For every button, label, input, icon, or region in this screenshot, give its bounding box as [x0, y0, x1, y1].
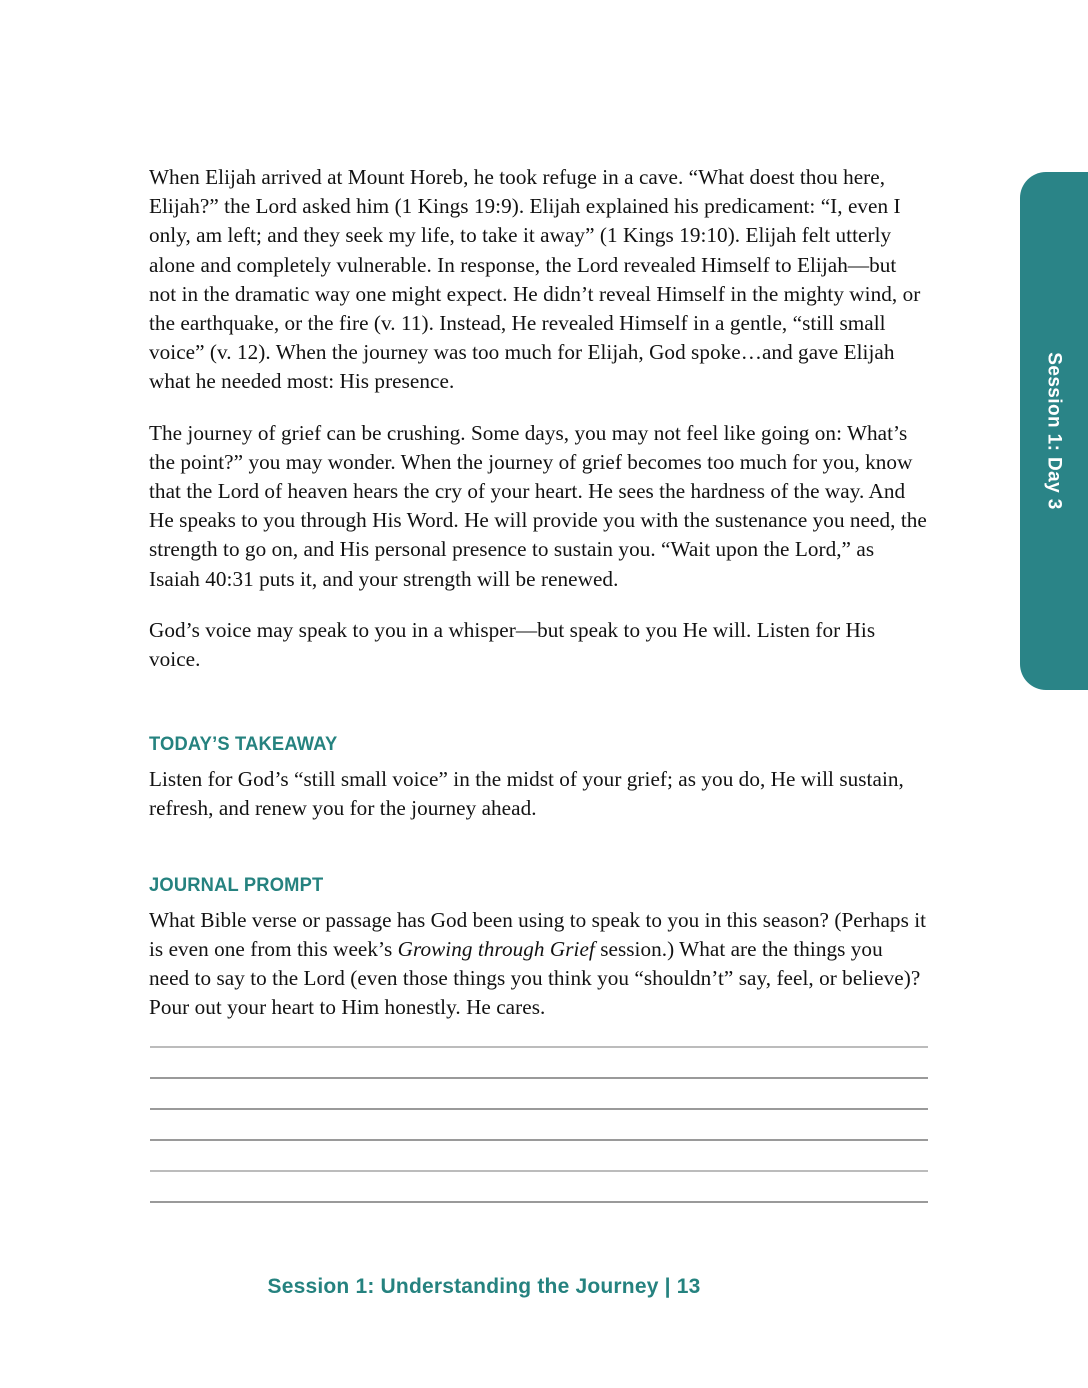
journal-line[interactable]	[150, 1170, 928, 1172]
content-column	[149, 163, 927, 1022]
spacer-before-journal	[149, 846, 927, 874]
journal-line[interactable]	[150, 1077, 928, 1079]
todays-takeaway-heading: TODAY’S TAKEAWAY	[149, 733, 338, 756]
journal-writing-lines[interactable]	[150, 1046, 928, 1232]
footer-session-and-page: Session 1: Understanding the Journey | 13	[267, 1275, 701, 1298]
page-footer	[0, 1275, 1088, 1299]
journal-prompt-text-after-italic: session.) What are the things you need to say to the Lord (even those things you think you “shouldn’t” say, feel, or believe)? Pour out your heart to Him honestly. He cares.	[149, 936, 921, 1020]
journal-prompt-text	[149, 906, 927, 1023]
journal-prompt-heading: JOURNAL PROMPT	[149, 873, 324, 896]
body-paragraph-1: When Elijah arrived at Mount Horeb, he took refuge in a cave. “What doest thou here, Elijah?” the Lord asked him (1 Kings 19:9). Elijah explained his predicament: “I, even I only, am left; and they seek my life, to take it away” (1 Kings 19:10). Elijah felt utterly alone and completely vulnerable. In response, the Lord revealed Himself to Elijah—but not in the dramatic way one might expect. He didn’t reveal Himself in the mighty wind, or the earthquake, or the fire (v. 11). Instead, He revealed Himself in a gentle, “still small voice” (v. 12). When the journey was too much for Elijah, God spoke…and gave Elijah what he needed most: His presence.	[149, 165, 921, 394]
session-day-side-tab	[1020, 172, 1088, 690]
journal-prompt-italic-title: Growing through Grief	[397, 936, 595, 961]
todays-takeaway-text: Listen for God’s “still small voice” in the midst of your grief; as you do, He will sustain, refresh, and renew you for the journey ahead.	[149, 767, 904, 821]
journal-line[interactable]	[150, 1139, 928, 1141]
journal-line[interactable]	[150, 1046, 928, 1048]
side-tab-label: Session 1: Day 3	[1044, 352, 1066, 510]
body-paragraph-2: The journey of grief can be crushing. Some days, you may not feel like going on: What’s the point?” you may wonder. When the journey of grief becomes too much for you, know that the Lord of heaven hears the cry of your heart. He sees the hardness of the way. And He speaks to you through His Word. He will provide you with the sustenance you need, the strength to go on, and His personal presence to sustain you. “Wait upon the Lord,” as Isaiah 40:31 puts it, and your strength will be renewed.	[149, 420, 927, 591]
body-paragraph-3: God’s voice may speak to you in a whisper—but speak to you He will. Listen for His voice.	[149, 617, 876, 672]
journal-line[interactable]	[150, 1201, 928, 1203]
journal-line[interactable]	[150, 1108, 928, 1110]
journal-prompt-text-before-italic: What Bible verse or passage has God been using to speak to you in this season? (Perhaps it is even one from this week’s	[149, 907, 927, 961]
spacer-before-takeaway	[149, 696, 927, 733]
